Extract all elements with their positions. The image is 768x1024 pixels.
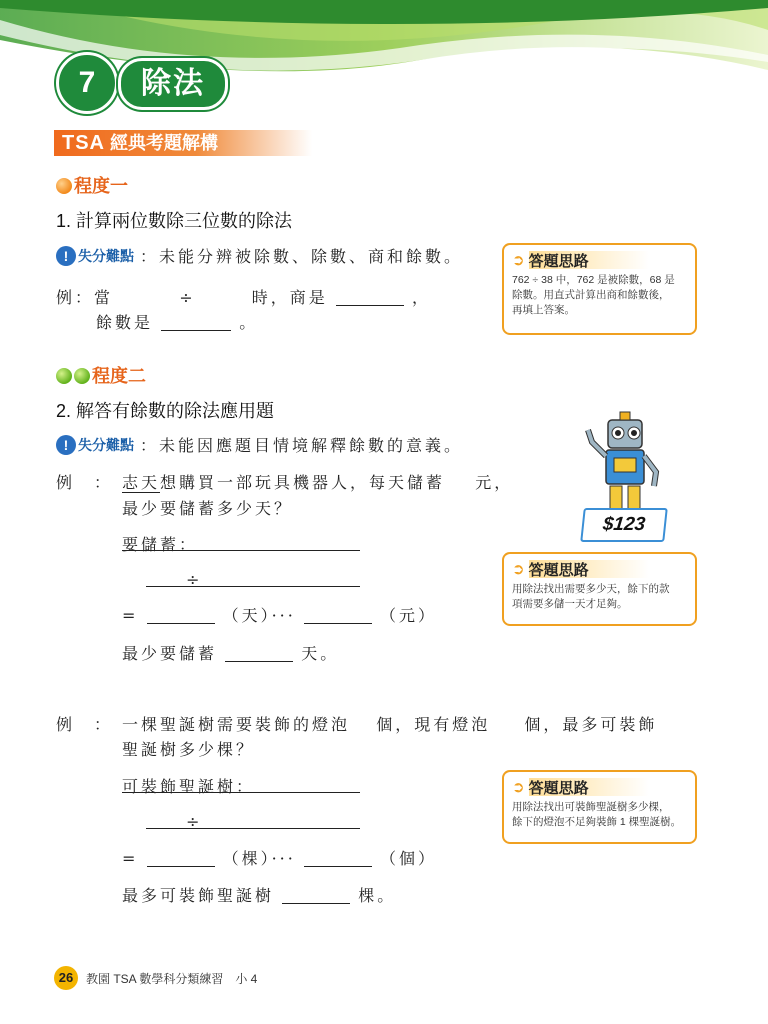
footer-text: 教園 TSA 數學科分類練習 小 4 [86, 972, 258, 986]
remainder-blank[interactable] [304, 848, 372, 867]
division-sign: ÷ [179, 288, 196, 307]
hint-line: 用除法找出可裝飾聖誕樹多少棵， [512, 801, 670, 813]
remainder-unit: （個） [380, 849, 438, 868]
example1-label: 要儲蓄： [122, 535, 199, 554]
hint-line: 再填上答案。 [512, 304, 575, 316]
example2-text-c: 個，最多可裝飾 [524, 715, 658, 734]
green-dot-icon [74, 368, 90, 384]
quotient-blank[interactable] [147, 605, 215, 624]
answer-blank[interactable] [225, 643, 293, 662]
hint-line: 餘下的燈泡不足夠裝飾 1 棵聖誕樹。 [512, 816, 682, 828]
example-end: ， [412, 288, 432, 307]
equals-sign: = [122, 849, 139, 868]
level2-label: 程度二 [92, 366, 146, 386]
level1-hint-box [502, 243, 697, 335]
final-unit: 棵。 [358, 886, 397, 905]
example1-division-sign: ÷ [186, 570, 203, 589]
example1-line2: 最少要儲蓄多少天？ [122, 499, 294, 518]
hint-body [512, 582, 687, 612]
equals-sign: = [122, 606, 139, 625]
quotient-unit: （天）··· [222, 606, 296, 625]
hint-title [512, 778, 687, 796]
example2-hint-box [502, 770, 697, 844]
example-mid: 時，商是 [251, 288, 328, 307]
difficulty-badge [56, 435, 134, 455]
difficulty-text: ：未能因應題目情境解釋餘數的意義。 [140, 436, 464, 455]
working-line[interactable] [146, 586, 360, 587]
exclamation-icon: ! [56, 246, 76, 266]
hint-body [512, 800, 687, 830]
example2-line1 [122, 712, 657, 735]
orange-dot-icon [56, 178, 72, 194]
page-number: 26 [54, 966, 78, 990]
final-unit: 天。 [301, 644, 340, 663]
arrow-icon: ➲ [512, 561, 525, 578]
hint-title-label: 答題思路 [529, 251, 649, 269]
example2-prefix: 例 ： [56, 715, 114, 734]
hint-body [512, 273, 687, 318]
level2-heading [56, 362, 146, 388]
quotient-blank[interactable] [147, 848, 215, 867]
hint-title-label: 答題思路 [529, 778, 649, 796]
remainder-blank[interactable] [161, 312, 231, 331]
level1-example-line2 [96, 310, 258, 333]
final-label: 最少要儲蓄 [122, 644, 218, 663]
example2-result-line [122, 846, 437, 869]
difficulty-text: ：未能分辨被除數、除數、商和餘數。 [140, 247, 464, 266]
level1-example-line1 [56, 285, 431, 308]
remainder-unit: （元） [380, 606, 438, 625]
person-name: 志天 [122, 473, 161, 492]
answer-blank[interactable] [282, 885, 350, 904]
level2-difficulty [56, 433, 463, 456]
example1-hint-box [502, 552, 697, 626]
example-end-period: 。 [239, 313, 259, 332]
hint-line: 項需要多儲一天才足夠。 [512, 598, 628, 610]
section-banner-tsa: TSA [62, 132, 105, 154]
example2-text-b: 個，現有燈泡 [376, 715, 491, 734]
final-label: 最多可裝飾聖誕樹 [122, 886, 275, 905]
hint-title [512, 560, 687, 578]
level1-difficulty [56, 244, 463, 267]
green-dot-icon [56, 368, 72, 384]
difficulty-badge [56, 246, 134, 266]
remainder-label: 餘數是 [96, 313, 154, 332]
working-line[interactable] [146, 828, 360, 829]
example1-prefix: 例 ： [56, 473, 114, 492]
example2-label: 可裝飾聖誕樹： [122, 777, 256, 796]
example2-text-a: 一棵聖誕樹需要裝飾的燈泡 [122, 715, 351, 734]
example-prefix: 例：當 [56, 288, 114, 307]
example2-final [122, 883, 396, 906]
section-banner [54, 130, 312, 156]
difficulty-badge-label: 失分難點 [78, 247, 134, 264]
remainder-blank[interactable] [304, 605, 372, 624]
hint-title [512, 251, 687, 269]
example1-unit: 元， [475, 473, 514, 492]
arrow-icon: ➲ [512, 252, 525, 269]
quotient-blank[interactable] [336, 287, 404, 306]
section-banner-label: 經典考題解構 [110, 133, 219, 153]
level2-question: 2. 解答有餘數的除法應用題 [56, 401, 275, 421]
example2-line2: 聖誕樹多少棵？ [122, 740, 256, 759]
example1-text: 想購買一部玩具機器人，每天儲蓄 [160, 473, 446, 492]
quotient-unit: （棵）··· [222, 849, 296, 868]
hint-line: 用除法找出需要多少天，餘下的款 [512, 583, 670, 595]
level1-question: 1. 計算兩位數除三位數的除法 [56, 211, 293, 231]
example1-final [122, 641, 339, 664]
difficulty-badge-label: 失分難點 [78, 436, 134, 453]
example2-division-sign: ÷ [186, 812, 203, 831]
hint-line: 除數。用直式計算出商和餘數後， [512, 289, 670, 301]
header-background [0, 0, 768, 118]
hint-title-label: 答題思路 [529, 560, 649, 578]
level1-heading [56, 172, 128, 198]
example1-result-line [122, 603, 437, 626]
price-tag: $123 [580, 508, 668, 542]
chapter-title: 除法 [118, 58, 228, 110]
exclamation-icon: ! [56, 435, 76, 455]
hint-line: 762 ÷ 38 中，762 是被除數，68 是 [512, 274, 675, 286]
level1-label: 程度一 [74, 176, 128, 196]
working-line[interactable] [122, 550, 360, 551]
example1-line1 [122, 470, 513, 493]
chapter-number: 7 [56, 52, 118, 114]
arrow-icon: ➲ [512, 779, 525, 796]
working-line[interactable] [122, 792, 360, 793]
